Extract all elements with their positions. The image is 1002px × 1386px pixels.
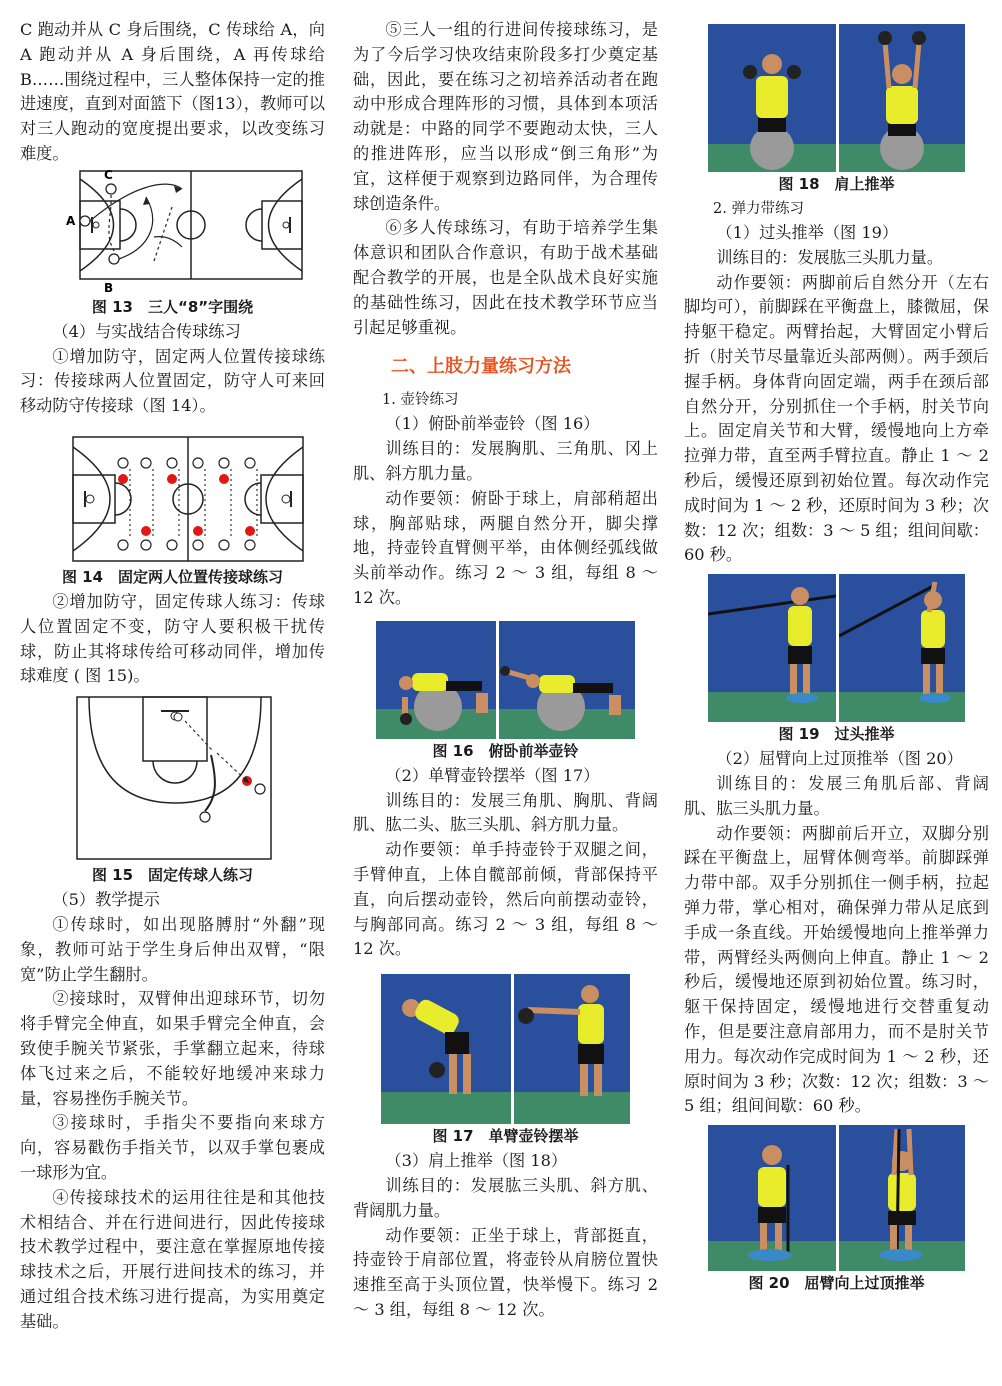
figure-18-caption: 图 18 肩上推举 bbox=[778, 175, 895, 193]
figure-20-photo-1 bbox=[708, 1125, 836, 1271]
column-3 bbox=[684, 24, 989, 1296]
paragraph: 动作要领：正坐于球上，背部挺直，持壶铃于肩部位置，将壶铃从肩膀位置快速推至高于头顶位置，快举慢下。练习 2 ～ 3 组，每组 8 ～ 12 次。 bbox=[353, 1225, 658, 1319]
paragraph: ⑤三人一组的行进间传接球练习，是为了今后学习快攻结束阶段多打少奠定基础，因此，要在练习之初培养活动者在跑动中形成合理阵形的习惯，具体到本项活动就是：中路的同学不要跑动太快，三人的推进阵形，应当以形成“倒三角形”为宜，这样便于观察到边路同伴，为合理传球创造条件。 bbox=[353, 20, 658, 213]
figure-15-caption: 图 15 固定传球人练习 bbox=[91, 866, 254, 885]
figure-20-photos bbox=[684, 1125, 989, 1271]
subheading: （1）过头推举（图 19） bbox=[716, 223, 899, 242]
subheading: （5）教学提示 bbox=[52, 890, 160, 910]
passer-marker bbox=[174, 713, 182, 721]
paragraph: 训练目的：发展三角肌后部、背阔肌、肱三头肌力量。 bbox=[684, 773, 989, 818]
figure-19-photo-1 bbox=[708, 574, 836, 722]
figure-15-fixed-passer-diagram bbox=[73, 693, 273, 863]
figure-16-photo-1 bbox=[376, 621, 496, 739]
figure-16-caption: 图 16 俯卧前举壶铃 bbox=[432, 741, 579, 760]
player-a-marker bbox=[80, 216, 90, 226]
column-2 bbox=[353, 18, 658, 1323]
figure-16-photos bbox=[353, 621, 658, 739]
paragraph: 训练目的：发展肱三头肌力量。 bbox=[716, 247, 944, 267]
paragraph: 动作要领：两脚前后开立，双脚分别踩在平衡盘上，屈臂体侧弯举。前脚踩弹力带中部。双手分别抓住一侧手柄，拉起弹力带，掌心相对，确保弹力带从足底到手成一条直线。开始缓慢地向上推举弹力带，两臂经头两侧向上伸直。静止 1 ～ 2 秒后，缓慢地还原到初始位置。练习时，躯干保持固定，缓慢地进行交替重复动作，但是要注意肩部用力，而不是肘关节用力。每次动作完成时间为 1 ～ 2 秒，还原时间为 3 秒；次数：12 次；组数：3 ～ 5 组；组间间歇：60 秒。 bbox=[684, 823, 989, 1116]
figure-20-photo-2 bbox=[839, 1125, 965, 1271]
paragraph: ①传球时，如出现胳膊肘“外翻”现象，教师可站于学生身后伸出双臂，“限宽”防止学生翻肘。 bbox=[20, 914, 325, 984]
paragraph: ②接球时，双臂伸出迎球环节，切勿将手臂完全伸直，如果手臂完全伸直，会致使手腕关节紧张，手掌翻立起来，待球体飞过来之后，不能较好地缓冲来球力量，容易挫伤手腕关节。 bbox=[20, 989, 325, 1108]
player-a-label: A bbox=[65, 213, 75, 228]
defender-markers bbox=[118, 474, 255, 536]
subheading: （3）肩上推举（图 18） bbox=[385, 1151, 568, 1171]
sub-section-heading: 2. 弹力带练习 bbox=[713, 201, 804, 217]
paragraph: 动作要领：俯卧于球上，肩部稍超出球，胸部贴球，两腿自然分开，脚尖撑地，持壶铃直臂侧平举，由体侧经弧线做头前举动作。练习 2 ～ 3 组，每组 8 ～ 12 次。 bbox=[353, 488, 658, 607]
subheading: （2）单臂壶铃摆举（图 17） bbox=[385, 765, 600, 785]
figure-18-photo-1 bbox=[708, 24, 836, 172]
player-markers-bottom-row bbox=[118, 540, 255, 550]
paragraph: ④传接球技术的运用往往是和其他技术相结合、并在行进间进行，因此传接球技术教学过程中，要注意在掌握原地传接球技术之后，开展行进间技术的练习，并通过组合技术练习进行提高，为实用奠定基础。 bbox=[20, 1187, 325, 1331]
figure-14-caption: 图 14 固定两人位置传接球练习 bbox=[61, 567, 284, 586]
paragraph: 动作要领：两脚前后自然分开（左右脚均可），前脚踩在平衡盘上，膝微屈，保持躯干稳定。两臂抬起，大臂固定小臂后折（肘关节尽量靠近头部两侧）。两手颈后握手柄。身体背向固定端，两手在颈后部自然分开，分别抓住一个手柄，肘关节向上。固定肩关节和大臂，缓慢地向上方牵拉弹力带，直至两手臂拉直。静止 1 ～ 2 秒后，缓慢还原到初始位置。每次动作完成时间为 1 ～ 2 秒，还原时间为 3 秒；次数：12 次；组数：3 ～ 5 组；组间间歇：60 秒。 bbox=[684, 272, 989, 565]
figure-20-caption: 图 20 屈臂向上过顶推举 bbox=[748, 1274, 925, 1293]
paragraph: ①增加防守，固定两人位置传接球练习：传接球两人位置固定，防守人可来回移动防守传接球（图 14）。 bbox=[20, 346, 325, 416]
paragraph: 训练目的：发展胸肌、三角肌、冈上肌、斜方肌力量。 bbox=[353, 439, 658, 483]
figure-14-fixed-pair-passing-diagram bbox=[41, 433, 305, 565]
figure-19-photo-2 bbox=[839, 574, 965, 722]
column-1 bbox=[20, 18, 325, 1335]
figure-13-caption: 图 13 三人“8”字围绕 bbox=[91, 297, 254, 316]
paragraph: C 跑动并从 C 身后围绕，C 传球给 A，向 A 跑动并从 A 身后围绕，A 再传球给 B……围绕过程中，三人整体保持一定的推进速度，直到对面篮下（图13），教师可以对三人跑动的宽度提出要求，以改变练习难度。 bbox=[20, 20, 325, 163]
sub-section-heading: 1. 壶铃练习 bbox=[382, 392, 459, 409]
figure-13-three-man-weave-diagram bbox=[42, 167, 304, 295]
figure-17-photos bbox=[353, 974, 658, 1124]
figure-17-caption: 图 17 单臂壶铃摆举 bbox=[432, 1127, 579, 1146]
paragraph: ②增加防守，固定传球人练习：传球人位置固定不变，防守人要积极干扰传球，防止其将球传给可移动同伴，增加传球难度 ( 图 15)。 bbox=[20, 591, 325, 686]
figure-18-photos bbox=[684, 24, 989, 172]
subheading: （4）与实战结合传球练习 bbox=[52, 321, 241, 341]
cutter-marker bbox=[200, 812, 210, 822]
paragraph: 训练目的：发展三角肌、胸肌、背阔肌、肱二头、肱三头肌、斜方肌力量。 bbox=[353, 790, 658, 835]
figure-17-photo-2 bbox=[514, 974, 630, 1124]
subheading: （1）俯卧前举壶铃（图 16） bbox=[385, 414, 600, 434]
player-b-marker bbox=[109, 254, 119, 264]
paragraph: ⑥多人传球练习，有助于培养学生集体意识和团队合作意识，有助于战术基础配合教学的开展，也是全队战术良好实施的基础性练习，因此在技术教学环节应当引起足够重视。 bbox=[353, 218, 658, 337]
figure-19-photos bbox=[684, 574, 989, 722]
receiver-marker bbox=[255, 784, 265, 794]
figure-18-photo-2 bbox=[839, 24, 965, 172]
figure-17-photo-1 bbox=[381, 974, 511, 1124]
subheading: （2）屈臂向上过顶推举（图 20） bbox=[716, 749, 963, 769]
paragraph: 训练目的：发展肱三头肌、斜方肌、背阔肌力量。 bbox=[353, 1175, 658, 1220]
paragraph: ③接球时，手指尖不要指向来球方向，容易戳伤手指关节，以双手掌包裹成一球形为宜。 bbox=[20, 1113, 325, 1182]
player-b-label: B bbox=[103, 280, 113, 295]
figure-19-caption: 图 19 过头推举 bbox=[778, 725, 895, 744]
figure-16-photo-2 bbox=[499, 621, 635, 739]
paragraph: 动作要领：单手持壶铃于双腿之间，手臂伸直，上体自髋部前倾，背部保持平直，向后摆动壶铃，然后向前摆动壶铃，与胸部同高。练习 2 ～ 3 组，每组 8 ～ 12 次。 bbox=[353, 840, 658, 959]
player-markers-top-row bbox=[118, 458, 255, 468]
section-heading: 二、上肢力量练习方法 bbox=[391, 356, 571, 378]
player-c-label: C bbox=[103, 167, 113, 182]
player-c-marker bbox=[106, 184, 116, 194]
